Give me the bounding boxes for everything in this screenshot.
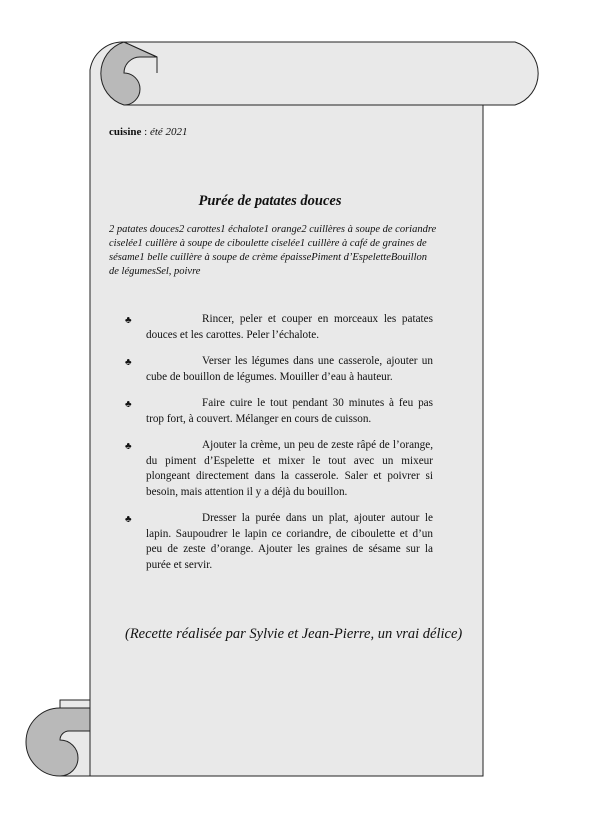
step-text: Dresser la purée dans un plat, ajouter autour le lapin. Saupoudrer le lapin ce coriandre, de ciboulette et d’un peu de zeste d’orange. Ajouter les graines de sésame sur la purée et servir. bbox=[146, 512, 433, 571]
step-item bbox=[125, 312, 433, 343]
step-text: Verser les légumes dans une casserole, ajouter un cube de bouillon de légumes. Mouiller d’eau à hauteur. bbox=[146, 355, 433, 383]
club-bullet-icon: ♣ bbox=[125, 441, 132, 452]
document-header bbox=[109, 126, 188, 138]
steps-list bbox=[125, 312, 433, 584]
step-item bbox=[125, 354, 433, 385]
step-text: Rincer, peler et couper en morceaux les patates douces et les carottes. Peler l’échalote. bbox=[146, 313, 433, 341]
step-item bbox=[125, 396, 433, 427]
header-separator: : bbox=[141, 126, 150, 138]
club-bullet-icon: ♣ bbox=[125, 357, 132, 368]
category-label: cuisine bbox=[109, 126, 142, 138]
club-bullet-icon: ♣ bbox=[125, 514, 132, 525]
date-label: été 2021 bbox=[149, 126, 188, 138]
step-item bbox=[125, 438, 433, 500]
closing-note: (Recette réalisée par Sylvie et Jean-Pierre, un vrai délice) bbox=[125, 626, 463, 642]
club-bullet-icon: ♣ bbox=[125, 399, 132, 410]
step-text: Faire cuire le tout pendant 30 minutes à feu pas trop fort, à couvert. Mélanger en cours de cuisson. bbox=[146, 397, 433, 425]
step-text: Ajouter la crème, un peu de zeste râpé de l’orange, du piment d’Espelette et mixer le tout avec un mixeur plongeant directement dans la casserole. Saler et poivrer si besoin, mais attention il y a déjà du bouillon. bbox=[146, 439, 433, 498]
club-bullet-icon: ♣ bbox=[125, 315, 132, 326]
step-item bbox=[125, 511, 433, 573]
recipe-title: Purée de patates douces bbox=[198, 193, 342, 209]
ingredients-text: 2 patates douces2 carottes1 échalote1 orange2 cuillères à soupe de coriandre ciselée1 cuillère à soupe de ciboulette ciselée1 cuillère à café de graines de sésame1 belle cuillère à soupe de crème épaissePiment d’EspeletteBouillon de légumesSel, poivre bbox=[109, 224, 437, 277]
